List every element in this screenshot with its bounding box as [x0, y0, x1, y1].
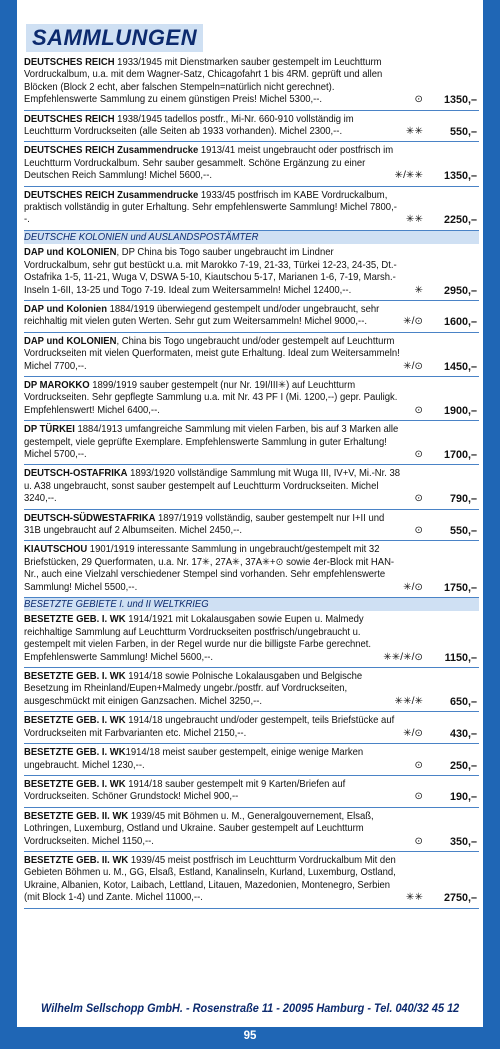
- lot-text: 1914/18 sowie Polnische Lokalausgaben und Belgische Besetzung im Rheinland/Eupen+Malmedy ungebr./postfr. auf Vordruckseiten, ausgeschmückt mit einigen Ganzsachen. Michel 3250,--.: [24, 671, 363, 707]
- lot-price: 550,–: [449, 126, 477, 139]
- lot-entry: [24, 377, 479, 421]
- page-title: SAMMLUNGEN: [26, 24, 203, 52]
- lot-text: 1899/1919 sauber gestempelt (nur Nr. 19I/III✳) auf Leuchtturm Vordruckseiten. Sehr gepflegte Sammlung u.a. mit Nr. 43 PF I (Mi. 1200,--) gepr. Pauligk. Empfehlenswert! Michel 6400,--.: [24, 379, 398, 416]
- lot-description: [24, 304, 401, 329]
- lot-price: 250,–: [449, 759, 477, 772]
- condition-symbol: ✳/⊙: [403, 360, 423, 372]
- lot-text: 1939/45 meist postfrisch im Leuchtturm Vordruckalbum Mit den Gebieten Böhmen u. M., GG, Elsaß, Estland, Kanalinseln, Kurland, Luxemburg, Ostland, Ukraine, Albanien, Kotor, Laibach, Lettland, Litauen, Mazedonien, Montenegro, Serbien (mit Block 1-4) und Zante. Michel 11000,--.: [24, 854, 396, 904]
- lot-entry: [24, 465, 479, 509]
- lot-heading: DAP und KOLONIEN: [24, 247, 117, 259]
- lot-text: 1914/1921 mit Lokalausgaben sowie Eupen u. Malmedy reichhaltige Sammlung auf Leuchtturm Vordruckseiten postfrisch/ungebraucht u. gestempelt mit vielen Farben, in der Regel wurde nur die billigste Farbe gerechnet. Empfehlenswerte Sammlung! Michel 5600,--.: [24, 614, 372, 663]
- lot-price: 1600,–: [443, 316, 477, 329]
- condition-symbol: ✳✳/✳: [394, 695, 423, 707]
- lot-text: , China bis Togo ungebraucht und/oder gestempelt auf Leuchtturm Vordruckseiten mit vielen Querformaten, meist gute Erhaltung. Ideal zum Weitersammeln! Michel 7700,--.: [24, 335, 400, 372]
- lot-heading: BESETZTE GEB. I. WK: [24, 614, 126, 626]
- lot-price: 1700,–: [443, 448, 477, 461]
- lot-description: [24, 190, 401, 227]
- lot-heading: DP TÜRKEI: [24, 424, 75, 436]
- lot-text: , DP China bis Togo sauber ungebraucht im Lindner Vordruckalbum, sehr gut bestückt u.a. mit Marokko 7-19, 21-33, Türkei 12-23, 24-35, Dt.-Ostafrika 1-5, 11-21, Wuga V, DSWA 5-10, Kiautschou 5-17, Marianen 1-6, 7-19, Marsh.-Inseln 1-6II, 13-25 und Togo 7-19. Ideal zum Weitersammeln! Michel 12400,--.: [24, 247, 397, 296]
- lot-description: [24, 380, 401, 417]
- lot-entry: [24, 244, 479, 301]
- lot-description: [24, 614, 401, 664]
- lot-entry: [24, 611, 479, 668]
- lot-price: 1350,–: [443, 170, 477, 183]
- lot-text: 1914/18 sauber gestempelt mit 9 Karten/Briefen auf Vordruckseiten. Schöner Grundstock! Michel 900,--: [24, 778, 346, 803]
- lot-price: 190,–: [449, 791, 477, 804]
- lot-entry: [24, 187, 479, 231]
- footer-text: Wilhelm Sellschopp GmbH. - Rosenstraße 11 - 20095 Hamburg - Tel. 040/32 45 12: [40, 1003, 460, 1015]
- lot-heading: DP MAROKKO: [24, 379, 90, 391]
- condition-symbol: ✳/⊙: [403, 581, 423, 593]
- lot-text: 1901/1919 interessante Sammlung in ungebraucht/gestempelt mit 32 Briefstücken, 29 Querformaten, u.a. Nr. 17✳, 27A✳, 37A✳+⊙ sowie 4er-Block mit HAN-Nr., auch eine Vielzahl verschiedener Stempel sind vorhanden. Sehr empfehlenswerte Sammlung! Michel 5500,--.: [24, 544, 395, 593]
- lot-description: [24, 779, 401, 804]
- lot-entry: [24, 852, 479, 909]
- lot-description: [24, 544, 401, 594]
- lot-description: [24, 715, 401, 740]
- lot-description: [24, 747, 401, 772]
- condition-symbol: ✳✳: [405, 214, 423, 226]
- lot-entry: [24, 668, 479, 712]
- lot-text: 1884/1913 umfangreiche Sammlung mit vielen Farben, bis auf 3 Marken alle gestempelt, viele geprüfte Exemplare. Empfehlenswerte Sammlung in guter Erhaltung! Michel 5700,--.: [24, 424, 399, 460]
- lot-price: 1450,–: [443, 360, 477, 373]
- lot-text: 1884/1919 überwiegend gestempelt und/oder ungebraucht, sehr reichhaltig mit vielen guten Werten. Sehr gut zum Weitersammeln! Michel 9000,--.: [24, 303, 380, 328]
- lot-description: [24, 468, 401, 505]
- condition-symbol: ✳/⊙: [403, 316, 423, 328]
- section-heading-text: DEUTSCHE KOLONIEN und AUSLANDSPOSTÄMTER: [24, 231, 259, 243]
- lot-price: 1750,–: [443, 581, 477, 594]
- lot-entry: [24, 541, 479, 598]
- lot-entry: [24, 776, 479, 808]
- condition-symbol: ⊙: [414, 448, 423, 460]
- lot-text: 1938/1945 tadellos postfr., Mi-Nr. 660-910 vollständig im Leuchtturm Vordruckseiten (alle Seiten ab 1933 vorhanden). Michel 2300,--.: [24, 113, 354, 138]
- condition-symbol: ✳✳: [405, 126, 423, 138]
- footer-address: [17, 1003, 483, 1015]
- lot-text: 1897/1919 vollständig, sauber gestempelt nur I+II und 31B ungebraucht auf 2 Albumseiten. Michel 2450,--.: [24, 512, 385, 536]
- lot-heading: DEUTSCH-SÜDWESTAFRIKA: [24, 512, 156, 524]
- lot-price: 2750,–: [443, 892, 477, 905]
- lot-entry: [24, 301, 479, 333]
- lot-price: 650,–: [449, 695, 477, 708]
- lot-entry: [24, 510, 479, 542]
- lot-price: 1350,–: [443, 94, 477, 107]
- condition-symbol: ✳: [414, 284, 423, 296]
- lot-text: 1914/18 meist sauber gestempelt, einige wenige Marken ungebraucht. Michel 1230,--.: [24, 747, 364, 771]
- section-heading: [24, 598, 479, 611]
- section-heading-text: BESETZTE GEBIETE I. und II WELTKRIEG: [24, 599, 209, 611]
- lot-heading: DAP und KOLONIEN: [24, 335, 117, 347]
- lot-price: 2950,–: [443, 284, 477, 297]
- lot-price: 550,–: [449, 525, 477, 537]
- lot-heading: DEUTSCHES REICH Zusammendrucke: [24, 189, 199, 201]
- condition-symbol: ⊙: [414, 759, 423, 771]
- lot-price: 430,–: [449, 727, 477, 740]
- section-heading: [24, 231, 479, 244]
- lot-heading: DEUTSCH-OSTAFRIKA: [24, 468, 128, 480]
- lot-heading: DEUTSCHES REICH: [24, 113, 115, 125]
- condition-symbol: ⊙: [414, 493, 423, 505]
- lot-price: 1900,–: [443, 404, 477, 417]
- lot-heading: BESETZTE GEB. I. WK: [24, 715, 126, 727]
- lot-text: 1914/18 ungebraucht und/oder gestempelt, teils Briefstücke auf Vordruckseiten mit Farbvarianten etc. Michel 2150,--.: [24, 715, 395, 739]
- lot-text: 1939/45 mit Böhmen u. M., Generalgouvernement, Elsaß, Lothringen, Luxemburg, Ostland und Ukraine. Sauber gestempelt auf Leuchtturm Vordruckseiten. Michel 1150,--.: [24, 810, 374, 847]
- lot-text: 1893/1920 vollständige Sammlung mit Wuga III, IV+V, Mi.-Nr. 38 u. A38 ungebraucht, sonst sauber gestempelt auf Leuchtturm Vordruckseiten. Michel 3240,--.: [24, 468, 401, 505]
- lot-entry: [24, 421, 479, 465]
- lot-price: 1150,–: [444, 651, 477, 664]
- lot-price: 790,–: [449, 493, 477, 506]
- lot-description: [24, 247, 401, 297]
- page-number: 95: [243, 1030, 257, 1042]
- lot-heading: BESETZTE GEB. II. WK: [24, 810, 129, 822]
- lot-entry: [24, 142, 479, 186]
- condition-symbol: ⊙: [414, 404, 423, 416]
- lot-description: [24, 336, 401, 373]
- lot-description: [24, 811, 401, 848]
- lot-description: [24, 424, 401, 461]
- lot-heading: DAP und Kolonien: [24, 303, 107, 315]
- lot-heading: BESETZTE GEB. II. WK: [24, 854, 129, 866]
- condition-symbol: ✳✳/✳/⊙: [383, 651, 423, 663]
- lot-heading: KIAUTSCHOU: [24, 544, 88, 556]
- lot-heading: DEUTSCHES REICH: [24, 57, 115, 68]
- lot-price: 2250,–: [443, 214, 477, 227]
- catalog-page: [17, 0, 483, 1027]
- lot-text: 1913/41 meist ungebraucht oder postfrisch im Leuchtturm Vordruckalbum. Sehr sauber gesammelt. Schöne Ergänzung zu einer Deutschen Reich Sammlung! Michel 5600,--.: [24, 145, 394, 182]
- condition-symbol: ✳/⊙: [403, 727, 423, 739]
- condition-symbol: ✳/✳✳: [394, 170, 423, 182]
- lot-description: [24, 671, 401, 708]
- lot-description: [24, 114, 401, 139]
- condition-symbol: ⊙: [414, 94, 423, 106]
- lot-entry: [24, 808, 479, 852]
- lot-heading: BESETZTE GEB. I. WK: [24, 747, 126, 759]
- catalog-listing: [24, 54, 479, 909]
- lot-entry: [24, 333, 479, 377]
- condition-symbol: ✳✳: [405, 892, 423, 904]
- condition-symbol: ⊙: [414, 791, 423, 803]
- lot-price: 350,–: [449, 835, 477, 848]
- lot-entry: [24, 54, 479, 111]
- lot-entry: [24, 712, 479, 744]
- lot-entry: [24, 744, 479, 776]
- lot-heading: BESETZTE GEB. I. WK: [24, 778, 126, 790]
- lot-description: [24, 855, 401, 905]
- lot-heading: DEUTSCHES REICH Zusammendrucke: [24, 145, 199, 157]
- lot-description: [24, 513, 401, 538]
- condition-symbol: ⊙: [414, 525, 423, 536]
- lot-heading: BESETZTE GEB. I. WK: [24, 671, 126, 683]
- condition-symbol: ⊙: [414, 835, 423, 847]
- lot-entry: [24, 111, 479, 143]
- lot-text: 1933/45 postfrisch im KABE Vordruckalbum, praktisch vollständig in guter Erhaltung. Sehr empfehlenswerte Sammlung! Michel 7800,--.: [24, 189, 397, 226]
- lot-text: 1933/1945 mit Dienstmarken sauber gestempelt im Leuchtturm Vordruckalbum, u.a. mit dem Wagner-Satz, Chicagofahrt 1 bis 4RM. geprüft und allen Blöcken (Block 2 echt, aber falschen Stempeln=natürlich nicht gerechnet). Empfehlenswerte Sammlung zu einem günstigen Preis! Michel 5300,--.: [24, 57, 383, 106]
- lot-description: [24, 57, 401, 107]
- lot-description: [24, 145, 401, 182]
